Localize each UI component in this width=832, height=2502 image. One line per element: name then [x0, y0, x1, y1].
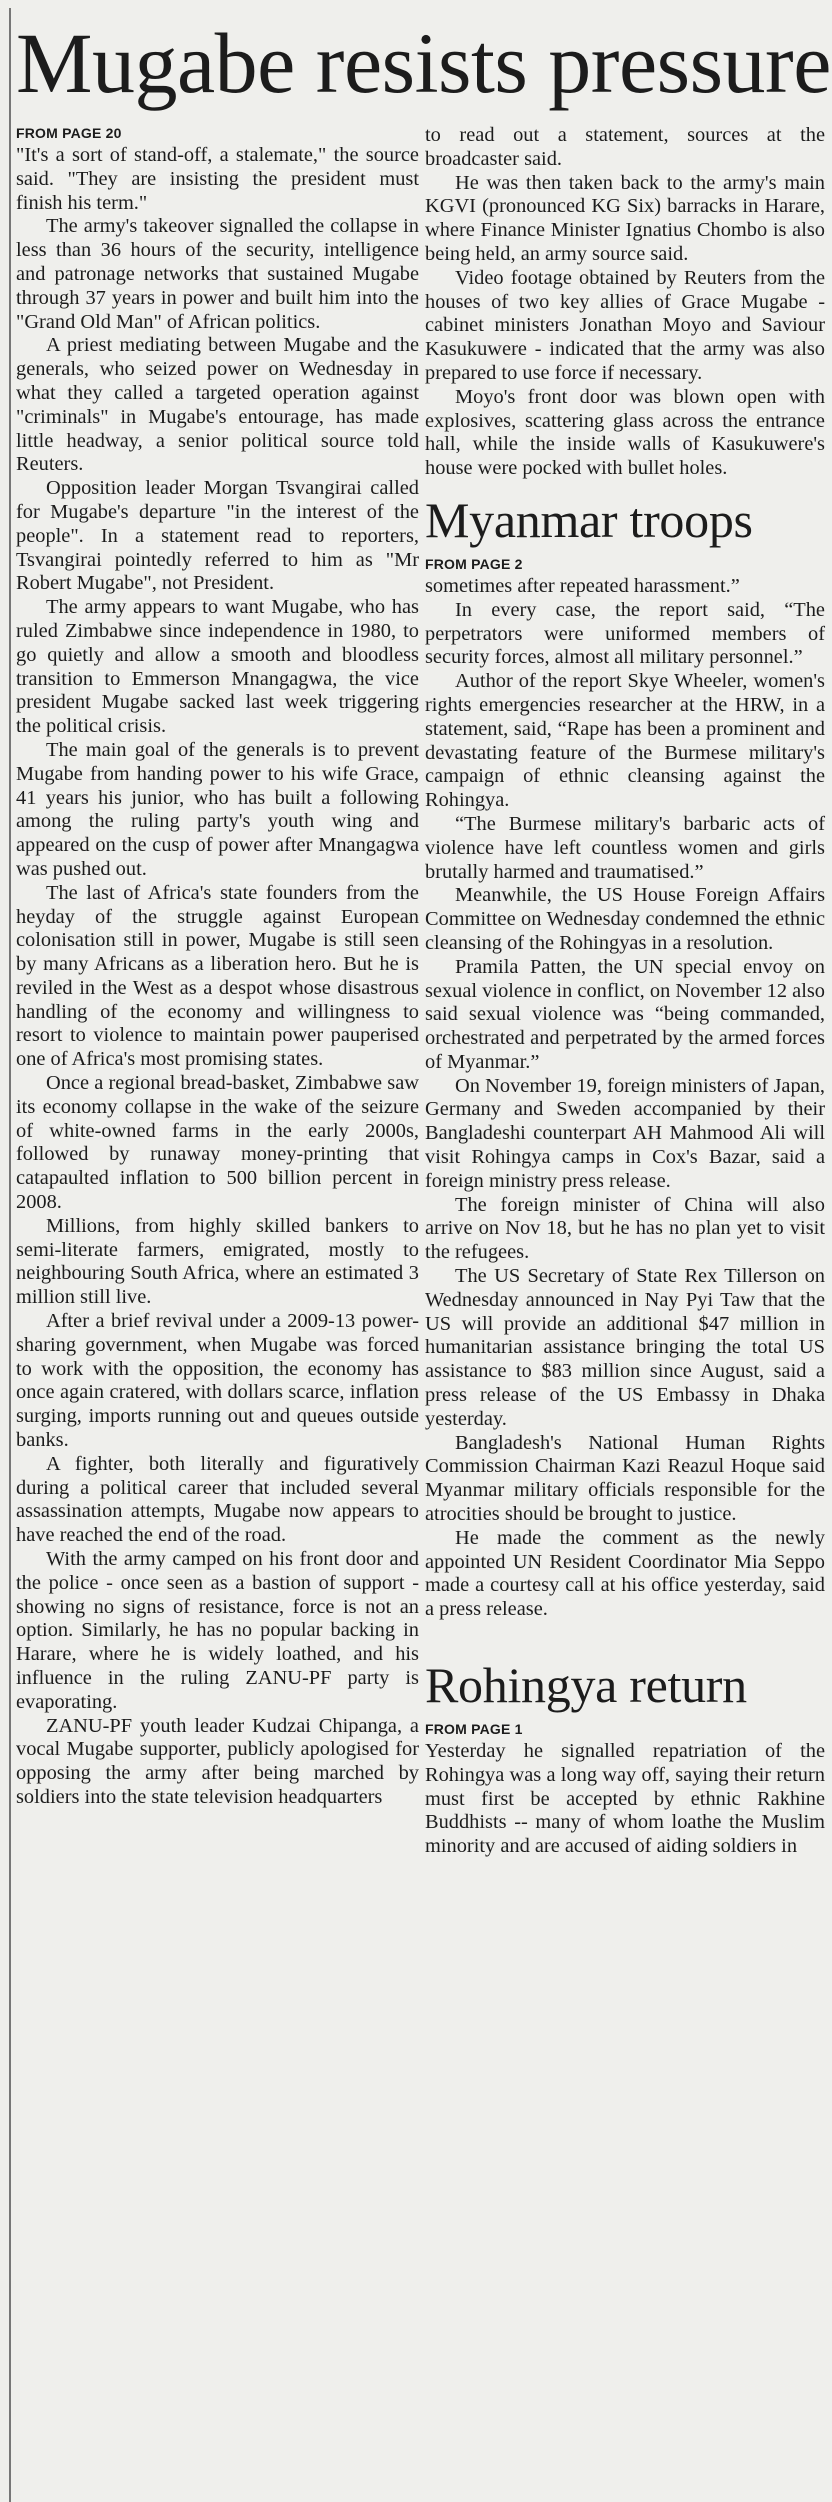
- article-mugabe-column-1: [16, 124, 419, 1810]
- article-paragraph: Yesterday he signalled repatriation of the Rohingya was a long way off, saying their return must first be accepted by ethnic Rakhine Buddhists -- many of whom loathe the Muslim minority and are accused of aiding soldiers in: [425, 1740, 825, 1858]
- article-paragraph: The foreign minister of China will also arrive on Nov 18, but he has no plan yet to visit the refugees.: [425, 1193, 825, 1264]
- article-column-2: [425, 124, 825, 1859]
- article-paragraph: After a brief revival under a 2009-13 power-sharing government, when Mugabe was forced to work with the opposition, the economy has once again cratered, with dollars scarce, inflation surging, imports running out and queues outside banks.: [16, 1310, 419, 1452]
- article-paragraph: sometimes after repeated harassment.”: [425, 574, 740, 597]
- article-paragraph: With the army camped on his front door and the police - once seen as a bastion of support - showing no signs of resistance, force is not an option. Similarly, he has no popular backing in Harare, where he is widely loathed, and his influence in the ruling ZANU-PF party is evaporating.: [16, 1548, 419, 1713]
- article-paragraph: Bangladesh's National Human Rights Commission Chairman Kazi Reazul Hoque said Myanmar military officials responsible for the atrocities should be brought to justice.: [425, 1431, 825, 1526]
- column-rule: [9, 8, 11, 2502]
- article-paragraph: On November 19, foreign ministers of Japan, Germany and Sweden accompanied by their Bangladeshi counterpart AH Mahmood Ali will visit Rohingya camps in Cox's Bazar, said a foreign ministry press release.: [425, 1074, 825, 1192]
- from-page-label: FROM PAGE 20: [16, 125, 122, 141]
- article-paragraph: The main goal of the generals is to prevent Mugabe from handing power to his wife Grace, 41 years his junior, who has built a following among the ruling party's youth wing and appeared on the cusp of power after Mnangagwa was pushed out.: [16, 738, 419, 880]
- article-paragraph: A fighter, both literally and figuratively during a political career that included several assassination attempts, Mugabe now appears to have reached the end of the road.: [16, 1452, 419, 1547]
- article-paragraph: Meanwhile, the US House Foreign Affairs Committee on Wednesday condemned the ethnic cleansing of the Rohingyas in a resolution.: [425, 884, 825, 954]
- article-paragraph: "It's a sort of stand-off, a stalemate," the source said. "They are insisting the president must finish his term.": [16, 144, 419, 214]
- article-paragraph: Video footage obtained by Reuters from the houses of two key allies of Grace Mugabe - cabinet ministers Jonathan Moyo and Saviour Kasukuwere - indicated that the army was also prepared to use force if necessary.: [425, 266, 825, 384]
- article-paragraph: Once a regional bread-basket, Zimbabwe saw its economy collapse in the wake of the seizure of white-owned farms in the early 2000s, followed by runaway money-printing that catapaulted inflation to 500 billion percent in 2008.: [16, 1072, 419, 1214]
- article-paragraph: to read out a statement, sources at the broadcaster said.: [425, 124, 825, 170]
- article-paragraph: He was then taken back to the army's main KGVI (pronounced KG Six) barracks in Harare, where Finance Minister Ignatius Chombo is also being held, an army source said.: [425, 171, 825, 265]
- article-paragraph: A priest mediating between Mugabe and the generals, who seized power on Wednesday in what they called a targeted operation against "criminals" in Mugabe's entourage, has made little headway, a senior political source told Reuters.: [16, 334, 419, 476]
- article-paragraph: Moyo's front door was blown open with explosives, scattering glass across the entrance hall, while the inside walls of Kasukuwere's house were pocked with bullet holes.: [425, 385, 825, 480]
- article-paragraph: Pramila Patten, the UN special envoy on sexual violence in conflict, on November 12 also said sexual violence was “being commanded, orchestrated and perpetrated by the armed forces of Myanmar.”: [425, 955, 825, 1073]
- from-page-label: FROM PAGE 2: [425, 555, 523, 572]
- article-paragraph: The US Secretary of State Rex Tillerson on Wednesday announced in Nay Pyi Taw that the US will provide an additional $47 million in humanitarian assistance bringing the total US assistance to $83 million since August, said a press release of the US Embassy in Dhaka yesterday.: [425, 1265, 825, 1430]
- article-paragraph: “The Burmese military's barbaric acts of violence have left countless women and girls brutally harmed and traumatised.”: [425, 812, 825, 883]
- article-paragraph: Author of the report Skye Wheeler, women's rights emergencies researcher at the HRW, in a statement, said, “Rape has been a prominent and devastating feature of the Burmese military's campaign of ethnic cleansing against the Rohingya.: [425, 670, 825, 812]
- article-paragraph: ZANU-PF youth leader Kudzai Chipanga, a vocal Mugabe supporter, publicly apologised for opposing the army after being marched by soldiers into the state television headquarters: [16, 1714, 419, 1808]
- headline-mugabe: Mugabe resists pressure: [16, 15, 831, 111]
- article-paragraph: Millions, from highly skilled bankers to semi-literate farmers, emigrated, mostly to neighbouring South Africa, where an estimated 3 million still live.: [16, 1214, 419, 1309]
- from-page-label: FROM PAGE 1: [425, 1721, 523, 1738]
- headline-rohingya-return: Rohingya return: [425, 1657, 747, 1714]
- article-paragraph: The army appears to want Mugabe, who has ruled Zimbabwe since independence in 1980, to go quietly and allow a smooth and bloodless transition to Emmerson Mnangagwa, the vice president Mugabe sacked last week triggering the political crisis.: [16, 596, 419, 738]
- article-paragraph: The army's takeover signalled the collapse in less than 36 hours of the security, intelligence and patronage networks that sustained Mugabe through 37 years in power and built him into the "Grand Old Man" of African politics.: [16, 215, 419, 333]
- article-paragraph: The last of Africa's state founders from the heyday of the struggle against European colonisation still in power, Mugabe is still seen by many Africans as a liberation hero. But he is reviled in the West as a despot whose disastrous handling of the economy and willingness to resort to violence to maintain power pauperised one of Africa's most promising states.: [16, 881, 419, 1071]
- article-paragraph: In every case, the report said, “The perpetrators were uniformed members of security forces, almost all military personnel.”: [425, 598, 825, 669]
- article-paragraph: Opposition leader Morgan Tsvangirai called for Mugabe's departure "in the interest of the people". In a statement read to reporters, Tsvangirai pointedly referred to him as "Mr Robert Mugabe", not President.: [16, 477, 419, 595]
- article-paragraph: He made the comment as the newly appointed UN Resident Coordinator Mia Seppo made a courtesy call at his office yesterday, said a press release.: [425, 1526, 825, 1621]
- headline-myanmar-troops: Myanmar troops: [425, 491, 753, 548]
